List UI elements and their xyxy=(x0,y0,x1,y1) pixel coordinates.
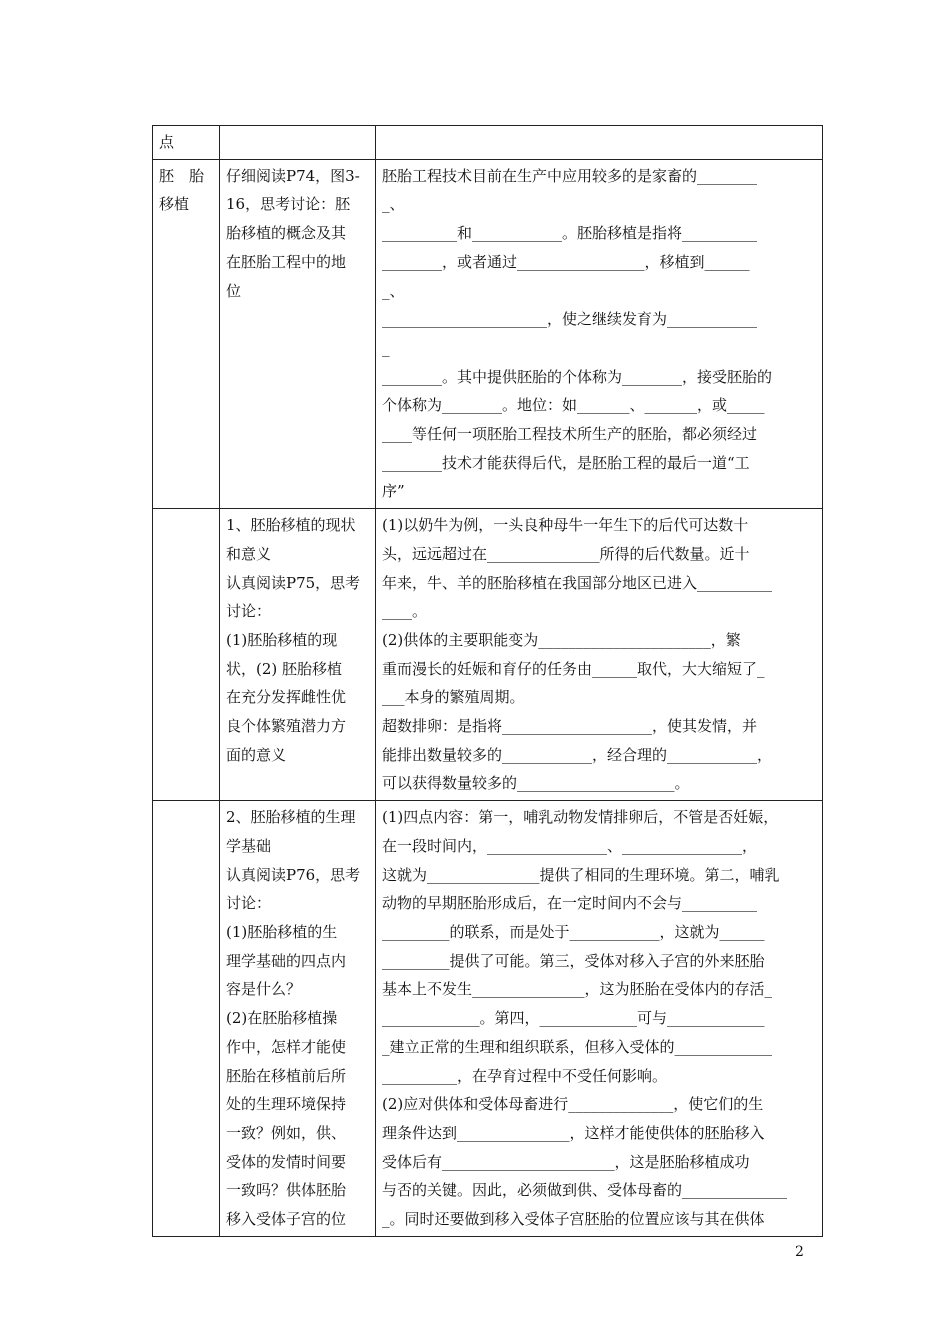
text-line: 处的生理环境保持 xyxy=(226,1095,347,1114)
text-line: _____________。第四，_____________可与_____________ xyxy=(382,1009,765,1028)
row0-col2 xyxy=(220,126,376,160)
text-line: 胚胎工程技术目前在生产中应用较多的是家畜的________ xyxy=(382,166,758,185)
text-line: _________的联系，而是处于____________，这就为______ xyxy=(382,922,765,941)
text-line: _、 xyxy=(382,195,405,214)
table-row xyxy=(153,159,823,508)
text-line: 1、胚胎移植的现状 xyxy=(226,516,356,535)
text-line: 在胚胎工程中的地 xyxy=(226,252,347,271)
text-line: ____。 xyxy=(382,602,428,621)
text-line: 受体的发情时间要 xyxy=(226,1152,347,1171)
text-line: 超数排卵：是指将____________________，使其发情，并 xyxy=(382,717,758,736)
table-row xyxy=(153,509,823,801)
text-line: 容是什么？ xyxy=(226,980,302,999)
topic-line: 移植 xyxy=(159,195,190,214)
text-line: 与否的关键。因此，必须做到供、受体母畜的______________ xyxy=(382,1181,788,1200)
text-line: _ xyxy=(382,338,390,357)
text-line: 理学基础的四点内 xyxy=(226,951,347,970)
text-line: (1)胚胎移植的现 xyxy=(226,630,338,649)
text-line: 能排出数量较多的____________，经合理的____________， xyxy=(382,745,773,764)
text-line: ____等任何一项胚胎工程技术所生产的胚胎，都必须经过 xyxy=(382,425,758,444)
text-line: __________，在孕育过程中不受任何影响。 xyxy=(382,1066,668,1085)
table-row xyxy=(153,126,823,160)
text-line: 仔细阅读P74，图3- xyxy=(226,166,360,185)
text-line: 个体称为________。地位：如_______、_______，或_____ xyxy=(382,396,765,415)
text-line: 认真阅读P76，思考 xyxy=(226,865,361,884)
text-line: 一致？例如，供、 xyxy=(226,1123,347,1142)
text-line: _建立正常的生理和组织联系，但移入受体的_____________ xyxy=(382,1037,773,1056)
text-line: 序” xyxy=(382,482,405,501)
text-line: 作中，怎样才能使 xyxy=(226,1037,347,1056)
text-line: 受体后有_______________________，这是胚胎移植成功 xyxy=(382,1152,750,1171)
text-line: 状，(2) 胚胎移植 xyxy=(226,659,343,678)
page-number: 2 xyxy=(795,1244,804,1260)
text-line: 动物的早期胚胎形成后，在一定时间内不会与__________ xyxy=(382,894,758,913)
text-line: (2)供体的主要职能变为_______________________，繁 xyxy=(382,630,741,649)
topic-line: 胚 胎 xyxy=(159,166,205,185)
row1-guide xyxy=(220,159,376,508)
row3-topic xyxy=(153,801,220,1237)
text-line: 一致吗？供体胚胎 xyxy=(226,1181,347,1200)
text-line: 讨论： xyxy=(226,894,272,913)
text-line: 在一段时间内，________________、________________， xyxy=(382,836,758,855)
text-line: __________和____________。胚胎移植是指将__________ xyxy=(382,224,758,243)
text-line: 可以获得数量较多的_____________________。 xyxy=(382,774,690,793)
text-line: 认真阅读P75，思考 xyxy=(226,573,361,592)
worksheet-table xyxy=(152,125,823,1237)
text-line: 2、胚胎移植的生理 xyxy=(226,808,356,827)
text-line: 这就为_______________提供了相同的生理环境。第二，哺乳 xyxy=(382,865,780,884)
text-line: 良个体繁殖潜力方 xyxy=(226,717,347,736)
table-row xyxy=(153,801,823,1237)
text-line: 16，思考讨论：胚 xyxy=(226,195,351,214)
text-line: 和意义 xyxy=(226,544,272,563)
row3-content xyxy=(376,801,823,1237)
text-line: 在充分发挥雌性优 xyxy=(226,688,347,707)
text-line: ______________________，使之继续发育为____________ xyxy=(382,310,758,329)
text-line: ________技术才能获得后代，是胚胎工程的最后一道“工 xyxy=(382,453,750,472)
row0-col3 xyxy=(376,126,823,160)
row1-topic xyxy=(153,159,220,508)
row3-guide xyxy=(220,801,376,1237)
text-line: 学基础 xyxy=(226,836,272,855)
text-line: 移入受体子宫的位 xyxy=(226,1210,347,1229)
row2-topic xyxy=(153,509,220,801)
text-line: _、 xyxy=(382,281,405,300)
text-line: ________。其中提供胚胎的个体称为________，接受胚胎的 xyxy=(382,367,773,386)
text-line: (1)以奶牛为例，一头良种母牛一年生下的后代可达数十 xyxy=(382,516,749,535)
text-line: _。同时还要做到移入受体子宫胚胎的位置应该与其在供体 xyxy=(382,1210,765,1229)
text-line: ___本身的繁殖周期。 xyxy=(382,688,525,707)
text-line: (2)应对供体和受体母畜进行______________，使它们的生 xyxy=(382,1095,764,1114)
text-line: 位 xyxy=(226,281,242,300)
text-line: 理条件达到_______________，这样才能使供体的胚胎移入 xyxy=(382,1123,765,1142)
row0-col1: 点 xyxy=(153,126,220,160)
text-line: 基本上不发生_______________，这为胚胎在受体内的存活_ xyxy=(382,980,773,999)
text-line: _________提供了可能。第三，受体对移入子宫的外来胚胎 xyxy=(382,951,765,970)
row2-content xyxy=(376,509,823,801)
text-line: 胚胎在移植前后所 xyxy=(226,1066,347,1085)
text-line: (1)胚胎移植的生 xyxy=(226,922,338,941)
text-line: 讨论： xyxy=(226,602,272,621)
text-line: (1)四点内容：第一，哺乳动物发情排卵后，不管是否妊娠， xyxy=(382,808,779,827)
text-line: (2)在胚胎移植操 xyxy=(226,1009,338,1028)
row2-guide xyxy=(220,509,376,801)
text-line: ________，或者通过_________________，移植到______ xyxy=(382,252,750,271)
text-line: 头，远远超过在_______________所得的后代数量。近十 xyxy=(382,544,750,563)
text-line: 年来，牛、羊的胚胎移植在我国部分地区已进入__________ xyxy=(382,573,773,592)
text-line: 面的意义 xyxy=(226,745,287,764)
text-line: 重而漫长的妊娠和育仔的任务由______取代，大大缩短了_ xyxy=(382,659,765,678)
text-line: 胎移植的概念及其 xyxy=(226,224,347,243)
row1-content xyxy=(376,159,823,508)
